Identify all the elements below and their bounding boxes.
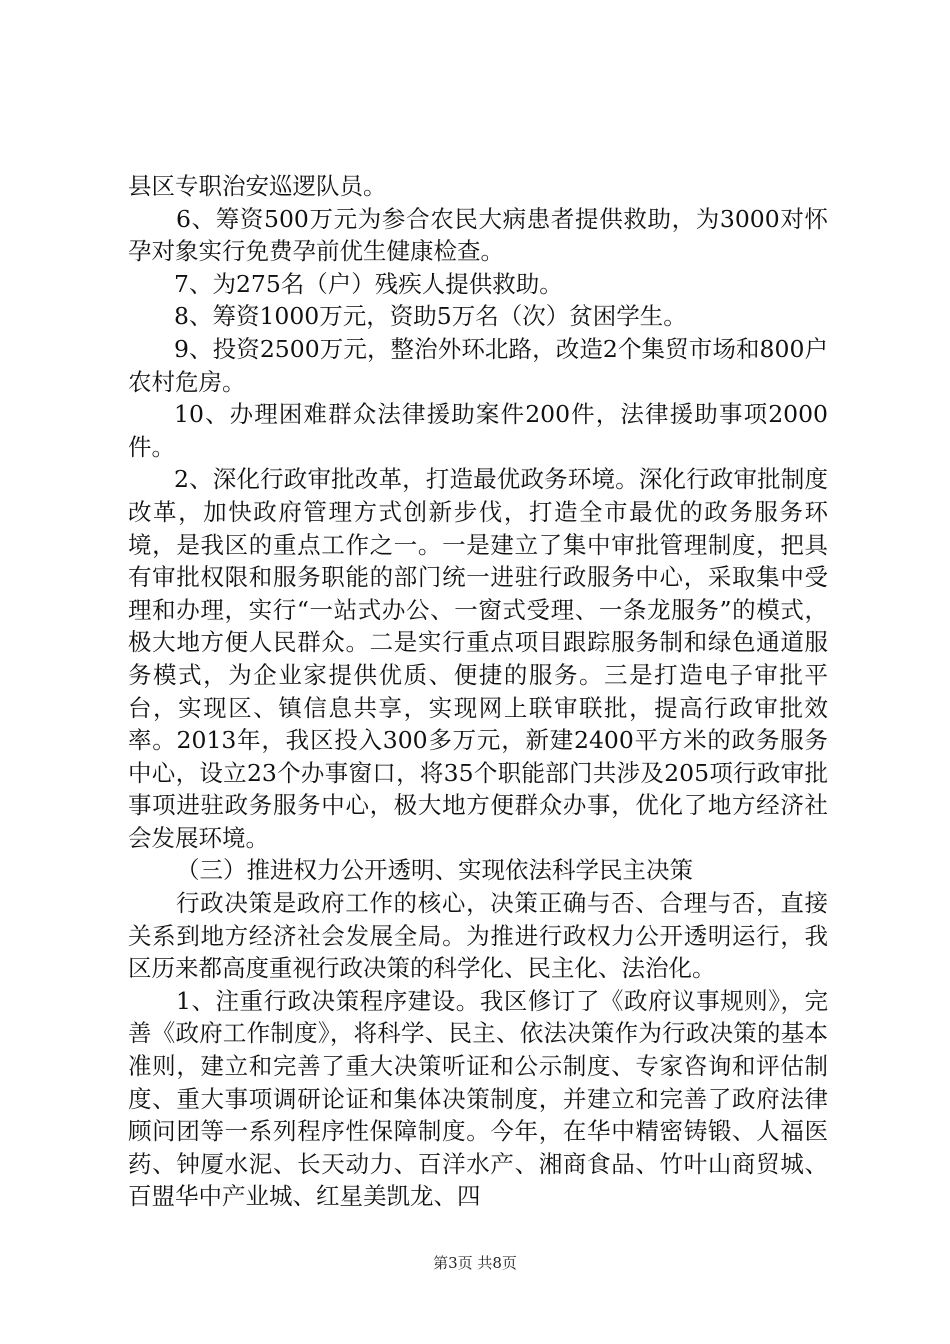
document-body	[128, 170, 828, 1213]
paragraph-decision-making: 行政决策是政府工作的核心，决策正确与否、合理与否，直接关系到地方经济社会发展全局。为推进行政权力公开透明运行，我区历来都高度重视行政决策的科学化、民主化、法治化。	[128, 889, 828, 983]
paragraph-decision-procedure: 1、注重行政决策程序建设。我区修订了《政府议事规则》，完善《政府工作制度》，将科学、民主、依法决策作为行政决策的基本准则，建立和完善了重大决策听证和公示制度、专家咨询和评估制度、重大事项调研论证和集体决策制度，并建立和完善了政府法律顾问团等一系列程序性保障制度。今年，在华中精密铸锻、人福医药、钟厦水泥、长天动力、百洋水产、湘商食品、竹叶山商贸城、百盟华中产业城、红星美凯龙、四	[128, 986, 828, 1211]
paragraph-administrative-approval-reform: 2、深化行政审批改革，打造最优政务环境。深化行政审批制度改革，加快政府管理方式创新步伐，打造全市最优的政务服务环境，是我区的重点工作之一。一是建立了集中审批管理制度，把具有审批权限和服务职能的部门统一进驻行政服务中心，采取集中受理和办理，实行“一站式办公、一窗式受理、一条龙服务”的模式，极大地方便人民群众。二是实行重点项目跟踪服务制和绿色通道服务模式，为企业家提供优质、便捷的服务。三是打造电子审批平台，实现区、镇信息共享，实现网上联审联批，提高行政审批效率。2013年，我区投入300多万元，新建2400平方米的政务服务中心，设立23个办事窗口，将35个职能部门共涉及205项行政审批事项进驻政务服务中心，极大地方便群众办事，优化了地方经济社会发展环境。	[128, 465, 828, 852]
list-item-10: 10、办理困难群众法律援助案件200件，法律援助事项2000件。	[128, 400, 828, 461]
page-footer: 第3页 共8页	[433, 1254, 517, 1272]
list-item-8: 8、筹资1000万元，资助5万名（次）贫困学生。	[174, 302, 687, 331]
list-item-6: 6、筹资500万元为参合农民大病患者提供救助，为3000对怀孕对象实行免费孕前优生健康检查。	[128, 204, 828, 266]
list-item-7: 7、为275名（户）残疾人提供救助。	[174, 269, 563, 298]
section-heading-3: （三）推进权力公开透明、实现依法科学民主决策	[176, 856, 693, 885]
paragraph-continuation: 县区专职治安巡逻队员。	[128, 172, 387, 200]
list-item-9: 9、投资2500万元，整治外环北路，改造2个集贸市场和800户农村危房。	[128, 334, 828, 396]
